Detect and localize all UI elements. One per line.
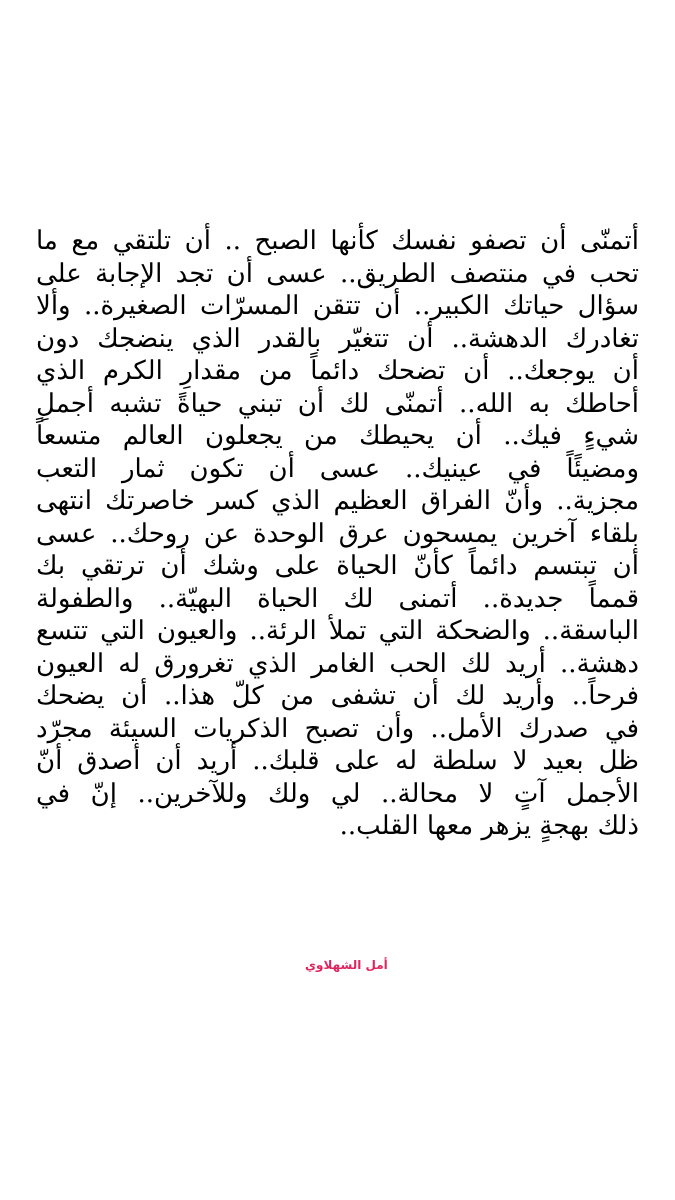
- author-signature: أمل الشهلاوي: [305, 958, 388, 972]
- body-text: [36, 225, 639, 843]
- text-line-7: شيءٍ فيك.. أن يحيطك من يجعلون العالم متسعاً: [36, 421, 639, 451]
- text-line-11: أن تبتسم دائماً كأنّ الحياة على وشك أن ترتقي بك: [36, 551, 639, 581]
- text-line-4: تغادرك الدهشة.. أن تتغيّر بالقدر الذي ينضجك دون: [36, 323, 639, 354]
- text-line-16: في صدرك الأمل.. وأن تصبح الذكريات السيئة مجرّد: [36, 713, 639, 744]
- text-line-5: أن يوجعك.. أن تضحك دائماً من مقدارِ الكرم الذي: [36, 356, 639, 386]
- text-line-19: ذلك بهجةٍ يزهر معها القلب..: [339, 811, 639, 841]
- text-line-9: مجزية.. وأنّ الفراق العظيم الذي كسر خاصرتك انتهى: [36, 486, 639, 516]
- text-line-10: بلقاء آخرين يمسحون عرق الوحدة عن روحك.. عسى: [36, 518, 639, 549]
- text-line-18: الأجمل آتٍ لا محالة.. لي ولك وللآخرين.. إنّ في: [36, 778, 639, 809]
- text-line-12: قمماً جديدة.. أتمنى لك الحياة البهيّة.. والطفولة: [36, 583, 639, 614]
- text-line-6: أحاطك به الله.. أتمنّى لك أن تبني حياةً تشبه أجملِ: [36, 388, 639, 419]
- text-line-15: فرحاً.. وأريد لك أن تشفى من كلّ هذا.. أن يضحك: [36, 681, 639, 711]
- text-line-3: سؤال حياتك الكبير.. أن تتقن المسرّات الصغيرة.. وألا: [36, 291, 639, 321]
- text-line-14: دهشة.. أريد لك الحب الغامر الذي تغرورق له العيون: [36, 648, 639, 679]
- text-line-8: ومضيئًاً في عينيك.. عسى أن تكون ثمار التعب: [36, 453, 639, 484]
- text-line-17: ظل بعيد لا سلطة له على قلبك.. أريد أن أصدق أنّ: [36, 746, 639, 776]
- text-line-2: تحب في منتصف الطريق.. عسى أن تجد الإجابة على: [36, 258, 639, 289]
- text-line-13: الباسقة.. والضحكة التي تملأ الرئة.. والعيون التي تتسع: [36, 616, 639, 646]
- text-line-1: أتمنّى أن تصفو نفسك كأنها الصبح .. أن تلتقي مع ما: [36, 226, 639, 256]
